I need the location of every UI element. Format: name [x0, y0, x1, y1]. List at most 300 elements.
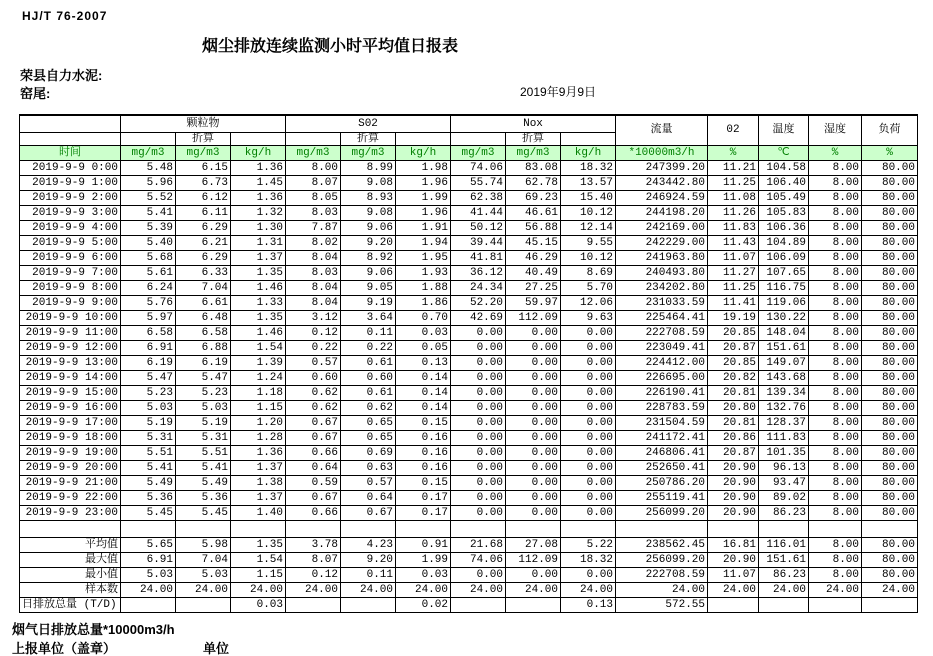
empty-cell: [451, 132, 506, 145]
value-cell: 0.63: [341, 460, 396, 475]
unit-cell-flow: *10000m3/h: [616, 145, 708, 160]
value-cell: 24.00: [176, 582, 231, 597]
value-cell: 6.48: [176, 310, 231, 325]
value-cell: 20.90: [708, 475, 759, 490]
value-cell: 6.29: [176, 250, 231, 265]
time-cell: 2019-9-9 15:00: [20, 385, 121, 400]
value-cell: 5.96: [121, 175, 176, 190]
value-cell: 5.39: [121, 220, 176, 235]
value-cell: 8.05: [286, 190, 341, 205]
value-cell: 5.41: [121, 205, 176, 220]
value-cell: 8.00: [809, 460, 862, 475]
table-row: [20, 505, 918, 520]
value-cell: 5.61: [121, 265, 176, 280]
group-header-so2: S02: [286, 115, 451, 132]
header-row-units: [20, 145, 918, 160]
value-cell: 12.06: [561, 295, 616, 310]
value-cell: 0.67: [286, 490, 341, 505]
value-cell: 1.35: [231, 537, 286, 552]
value-cell: 0.00: [451, 430, 506, 445]
value-cell: 0.00: [561, 385, 616, 400]
value-cell: 0.00: [561, 340, 616, 355]
report-date: 2019年9月9日: [520, 85, 597, 99]
converted-header-so2: 折算: [341, 132, 396, 145]
value-cell: 0.57: [286, 355, 341, 370]
unit-cell: mg/m3: [286, 145, 341, 160]
value-cell: 9.08: [341, 175, 396, 190]
value-cell: 24.00: [708, 582, 759, 597]
value-cell: 5.49: [121, 475, 176, 490]
unit-cell: mg/m3: [451, 145, 506, 160]
value-cell: 6.24: [121, 280, 176, 295]
value-cell: 0.00: [451, 445, 506, 460]
value-cell: [506, 597, 561, 612]
value-cell: 8.00: [809, 475, 862, 490]
header-load: 负荷: [862, 115, 918, 145]
value-cell: 8.00: [809, 490, 862, 505]
header-o2: 02: [708, 115, 759, 145]
value-cell: 8.00: [809, 295, 862, 310]
empty-cell: [506, 520, 561, 537]
unit-label: 单位: [203, 641, 230, 656]
value-cell: [708, 597, 759, 612]
value-cell: 8.00: [809, 400, 862, 415]
value-cell: 0.00: [506, 355, 561, 370]
value-cell: 5.68: [121, 250, 176, 265]
unit-cell-load: %: [862, 145, 918, 160]
value-cell: 1.46: [231, 325, 286, 340]
unit-cell: mg/m3: [341, 145, 396, 160]
empty-cell: [231, 132, 286, 145]
summary-row: [20, 537, 918, 552]
value-cell: 3.12: [286, 310, 341, 325]
value-cell: [286, 597, 341, 612]
value-cell: 89.02: [759, 490, 809, 505]
value-cell: 0.00: [506, 445, 561, 460]
value-cell: 9.63: [561, 310, 616, 325]
value-cell: 246806.41: [616, 445, 708, 460]
time-cell: 2019-9-9 13:00: [20, 355, 121, 370]
value-cell: 0.00: [561, 355, 616, 370]
value-cell: 8.00: [809, 205, 862, 220]
value-cell: 1.86: [396, 295, 451, 310]
value-cell: 1.37: [231, 490, 286, 505]
value-cell: 143.68: [759, 370, 809, 385]
value-cell: 15.40: [561, 190, 616, 205]
value-cell: 80.00: [862, 280, 918, 295]
value-cell: 0.00: [561, 370, 616, 385]
value-cell: 3.78: [286, 537, 341, 552]
value-cell: 112.09: [506, 310, 561, 325]
empty-cell: [616, 520, 708, 537]
value-cell: 27.08: [506, 537, 561, 552]
table-row: [20, 370, 918, 385]
value-cell: 0.14: [396, 400, 451, 415]
value-cell: 8.03: [286, 265, 341, 280]
value-cell: 8.07: [286, 552, 341, 567]
value-cell: 8.04: [286, 295, 341, 310]
value-cell: 6.15: [176, 160, 231, 175]
value-cell: 24.00: [396, 582, 451, 597]
value-cell: 55.74: [451, 175, 506, 190]
empty-cell: [121, 520, 176, 537]
value-cell: 242169.00: [616, 220, 708, 235]
value-cell: 0.00: [506, 567, 561, 582]
value-cell: 5.36: [176, 490, 231, 505]
value-cell: 80.00: [862, 235, 918, 250]
value-cell: 0.00: [506, 460, 561, 475]
table-row: [20, 220, 918, 235]
value-cell: 20.90: [708, 552, 759, 567]
empty-cell: [286, 132, 341, 145]
value-cell: 8.00: [809, 160, 862, 175]
empty-cell: [20, 520, 121, 537]
value-cell: 80.00: [862, 445, 918, 460]
value-cell: 1.24: [231, 370, 286, 385]
value-cell: 130.22: [759, 310, 809, 325]
value-cell: 1.15: [231, 400, 286, 415]
time-cell: 2019-9-9 22:00: [20, 490, 121, 505]
value-cell: 0.65: [341, 415, 396, 430]
table-row: [20, 205, 918, 220]
empty-cell: [121, 132, 176, 145]
value-cell: 1.91: [396, 220, 451, 235]
value-cell: 0.00: [451, 370, 506, 385]
value-cell: 1.54: [231, 552, 286, 567]
header-flow: 流量: [616, 115, 708, 145]
value-cell: 0.00: [561, 400, 616, 415]
value-cell: 0.00: [451, 385, 506, 400]
value-cell: 0.59: [286, 475, 341, 490]
value-cell: 0.00: [561, 445, 616, 460]
value-cell: 1.36: [231, 445, 286, 460]
value-cell: 151.61: [759, 340, 809, 355]
value-cell: 80.00: [862, 310, 918, 325]
value-cell: 80.00: [862, 537, 918, 552]
value-cell: 0.03: [231, 597, 286, 612]
value-cell: 80.00: [862, 385, 918, 400]
value-cell: 5.41: [121, 460, 176, 475]
value-cell: 0.00: [451, 567, 506, 582]
table-row: [20, 355, 918, 370]
value-cell: 0.16: [396, 445, 451, 460]
empty-cell: [20, 132, 121, 145]
value-cell: 24.00: [341, 582, 396, 597]
value-cell: 86.23: [759, 567, 809, 582]
value-cell: 6.19: [176, 355, 231, 370]
value-cell: 0.57: [341, 475, 396, 490]
value-cell: 24.00: [231, 582, 286, 597]
value-cell: 1.99: [396, 552, 451, 567]
value-cell: 24.00: [506, 582, 561, 597]
value-cell: 5.19: [176, 415, 231, 430]
summary-label: 最小值: [20, 567, 121, 582]
value-cell: 9.06: [341, 265, 396, 280]
value-cell: 8.92: [341, 250, 396, 265]
value-cell: 223049.41: [616, 340, 708, 355]
value-cell: 0.69: [341, 445, 396, 460]
time-cell: 2019-9-9 6:00: [20, 250, 121, 265]
value-cell: 80.00: [862, 205, 918, 220]
time-cell: 2019-9-9 18:00: [20, 430, 121, 445]
value-cell: 80.00: [862, 552, 918, 567]
value-cell: 0.00: [451, 460, 506, 475]
summary-label: 最大值: [20, 552, 121, 567]
value-cell: 1.35: [231, 310, 286, 325]
value-cell: 20.86: [708, 430, 759, 445]
value-cell: 1.37: [231, 250, 286, 265]
value-cell: 1.28: [231, 430, 286, 445]
value-cell: 8.00: [809, 567, 862, 582]
table-row: [20, 415, 918, 430]
empty-cell: [561, 132, 616, 145]
time-cell: 2019-9-9 23:00: [20, 505, 121, 520]
value-cell: 52.20: [451, 295, 506, 310]
value-cell: 1.32: [231, 205, 286, 220]
value-cell: 24.34: [451, 280, 506, 295]
value-cell: 0.00: [451, 355, 506, 370]
value-cell: 8.99: [341, 160, 396, 175]
value-cell: 234202.80: [616, 280, 708, 295]
value-cell: 128.37: [759, 415, 809, 430]
value-cell: 24.00: [862, 582, 918, 597]
value-cell: 9.55: [561, 235, 616, 250]
value-cell: 0.70: [396, 310, 451, 325]
time-cell: 2019-9-9 17:00: [20, 415, 121, 430]
value-cell: 20.81: [708, 415, 759, 430]
value-cell: 6.58: [176, 325, 231, 340]
value-cell: 93.47: [759, 475, 809, 490]
value-cell: 256099.20: [616, 552, 708, 567]
value-cell: 104.58: [759, 160, 809, 175]
value-cell: 62.78: [506, 175, 561, 190]
value-cell: 86.23: [759, 505, 809, 520]
value-cell: 5.03: [121, 400, 176, 415]
value-cell: 0.00: [561, 415, 616, 430]
header-temperature: 温度: [759, 115, 809, 145]
empty-cell: [708, 520, 759, 537]
value-cell: 0.00: [506, 385, 561, 400]
value-cell: 5.47: [121, 370, 176, 385]
value-cell: 226695.00: [616, 370, 708, 385]
value-cell: 96.13: [759, 460, 809, 475]
time-cell: 2019-9-9 11:00: [20, 325, 121, 340]
table-row: [20, 250, 918, 265]
empty-cell: [396, 132, 451, 145]
value-cell: 80.00: [862, 355, 918, 370]
time-cell: 2019-9-9 19:00: [20, 445, 121, 460]
time-cell: 2019-9-9 7:00: [20, 265, 121, 280]
value-cell: 1.96: [396, 205, 451, 220]
value-cell: 13.57: [561, 175, 616, 190]
value-cell: 8.00: [286, 160, 341, 175]
value-cell: 0.60: [341, 370, 396, 385]
value-cell: 107.65: [759, 265, 809, 280]
value-cell: 5.03: [176, 400, 231, 415]
value-cell: 106.40: [759, 175, 809, 190]
value-cell: 5.98: [176, 537, 231, 552]
value-cell: 246924.59: [616, 190, 708, 205]
value-cell: 1.98: [396, 160, 451, 175]
value-cell: 5.52: [121, 190, 176, 205]
value-cell: 8.00: [809, 220, 862, 235]
value-cell: 6.11: [176, 205, 231, 220]
page-title: 烟尘排放连续监测小时平均值日报表: [201, 38, 458, 55]
value-cell: 18.32: [561, 552, 616, 567]
value-cell: 5.31: [121, 430, 176, 445]
value-cell: 0.00: [451, 505, 506, 520]
value-cell: 0.03: [396, 325, 451, 340]
value-cell: 243442.80: [616, 175, 708, 190]
table-row: [20, 235, 918, 250]
value-cell: 0.00: [561, 505, 616, 520]
value-cell: 1.36: [231, 190, 286, 205]
value-cell: 20.85: [708, 355, 759, 370]
value-cell: 252650.41: [616, 460, 708, 475]
value-cell: 231504.59: [616, 415, 708, 430]
value-cell: 24.00: [286, 582, 341, 597]
value-cell: 225464.41: [616, 310, 708, 325]
value-cell: 0.00: [561, 325, 616, 340]
time-cell: 2019-9-9 14:00: [20, 370, 121, 385]
value-cell: 0.13: [396, 355, 451, 370]
value-cell: 7.04: [176, 552, 231, 567]
table-row: [20, 400, 918, 415]
unit-cell: kg/h: [396, 145, 451, 160]
value-cell: 0.00: [561, 567, 616, 582]
value-cell: 5.41: [176, 460, 231, 475]
value-cell: 5.03: [176, 567, 231, 582]
value-cell: 0.00: [561, 430, 616, 445]
empty-cell: [862, 520, 918, 537]
value-cell: 11.07: [708, 250, 759, 265]
value-cell: 8.00: [809, 355, 862, 370]
value-cell: 11.27: [708, 265, 759, 280]
time-cell: 2019-9-9 10:00: [20, 310, 121, 325]
table-row: [20, 460, 918, 475]
value-cell: 11.08: [708, 190, 759, 205]
value-cell: 46.29: [506, 250, 561, 265]
value-cell: [176, 597, 231, 612]
value-cell: 80.00: [862, 400, 918, 415]
company-name: 荣县自力水泥:: [20, 68, 103, 83]
value-cell: 222708.59: [616, 567, 708, 582]
empty-cell: [451, 520, 506, 537]
time-cell: 2019-9-9 3:00: [20, 205, 121, 220]
header-humidity: 湿度: [809, 115, 862, 145]
value-cell: 80.00: [862, 220, 918, 235]
value-cell: 8.00: [809, 280, 862, 295]
value-cell: 20.80: [708, 400, 759, 415]
value-cell: 0.00: [451, 325, 506, 340]
value-cell: 111.83: [759, 430, 809, 445]
value-cell: 116.75: [759, 280, 809, 295]
value-cell: 10.12: [561, 250, 616, 265]
group-header-nox: Nox: [451, 115, 616, 132]
value-cell: 8.03: [286, 205, 341, 220]
value-cell: 241172.41: [616, 430, 708, 445]
value-cell: 0.91: [396, 537, 451, 552]
value-cell: 5.97: [121, 310, 176, 325]
value-cell: 244198.20: [616, 205, 708, 220]
value-cell: 5.03: [121, 567, 176, 582]
value-cell: 0.61: [341, 355, 396, 370]
value-cell: 80.00: [862, 460, 918, 475]
value-cell: 46.61: [506, 205, 561, 220]
value-cell: 24.00: [759, 582, 809, 597]
value-cell: 24.00: [616, 582, 708, 597]
value-cell: 80.00: [862, 430, 918, 445]
table-row: [20, 160, 918, 175]
value-cell: 5.65: [121, 537, 176, 552]
value-cell: 226190.41: [616, 385, 708, 400]
value-cell: 80.00: [862, 490, 918, 505]
value-cell: 105.49: [759, 190, 809, 205]
value-cell: 41.44: [451, 205, 506, 220]
value-cell: 80.00: [862, 415, 918, 430]
value-cell: 7.87: [286, 220, 341, 235]
value-cell: 0.00: [506, 400, 561, 415]
value-cell: 1.36: [231, 160, 286, 175]
value-cell: 572.55: [616, 597, 708, 612]
value-cell: 40.49: [506, 265, 561, 280]
value-cell: 1.15: [231, 567, 286, 582]
value-cell: 11.83: [708, 220, 759, 235]
summary-label: 平均值: [20, 537, 121, 552]
table-row: [20, 385, 918, 400]
time-cell: 2019-9-9 12:00: [20, 340, 121, 355]
value-cell: 8.04: [286, 250, 341, 265]
value-cell: 0.67: [286, 430, 341, 445]
time-cell: 2019-9-9 16:00: [20, 400, 121, 415]
empty-cell: [20, 115, 121, 132]
value-cell: 9.20: [341, 235, 396, 250]
unit-cell-temperature: ℃: [759, 145, 809, 160]
monitor-location: 窑尾:: [20, 86, 51, 101]
value-cell: 0.66: [286, 505, 341, 520]
unit-cell: mg/m3: [506, 145, 561, 160]
value-cell: 1.94: [396, 235, 451, 250]
value-cell: 0.13: [561, 597, 616, 612]
value-cell: 1.99: [396, 190, 451, 205]
value-cell: 1.37: [231, 460, 286, 475]
value-cell: 9.05: [341, 280, 396, 295]
value-cell: 250786.20: [616, 475, 708, 490]
group-header-particulate: 颗粒物: [121, 115, 286, 132]
value-cell: 74.06: [451, 552, 506, 567]
table-row: [20, 175, 918, 190]
value-cell: 101.35: [759, 445, 809, 460]
value-cell: 6.19: [121, 355, 176, 370]
value-cell: 21.68: [451, 537, 506, 552]
value-cell: 0.00: [451, 415, 506, 430]
value-cell: 83.08: [506, 160, 561, 175]
value-cell: 0.12: [286, 325, 341, 340]
empty-cell: [561, 520, 616, 537]
value-cell: 1.96: [396, 175, 451, 190]
data-rows: [20, 160, 918, 612]
value-cell: 5.47: [176, 370, 231, 385]
value-cell: 36.12: [451, 265, 506, 280]
value-cell: 151.61: [759, 552, 809, 567]
value-cell: 1.88: [396, 280, 451, 295]
summary-label: 样本数: [20, 582, 121, 597]
value-cell: 8.00: [809, 385, 862, 400]
value-cell: 0.00: [451, 340, 506, 355]
value-cell: 20.81: [708, 385, 759, 400]
value-cell: [809, 597, 862, 612]
value-cell: 6.61: [176, 295, 231, 310]
